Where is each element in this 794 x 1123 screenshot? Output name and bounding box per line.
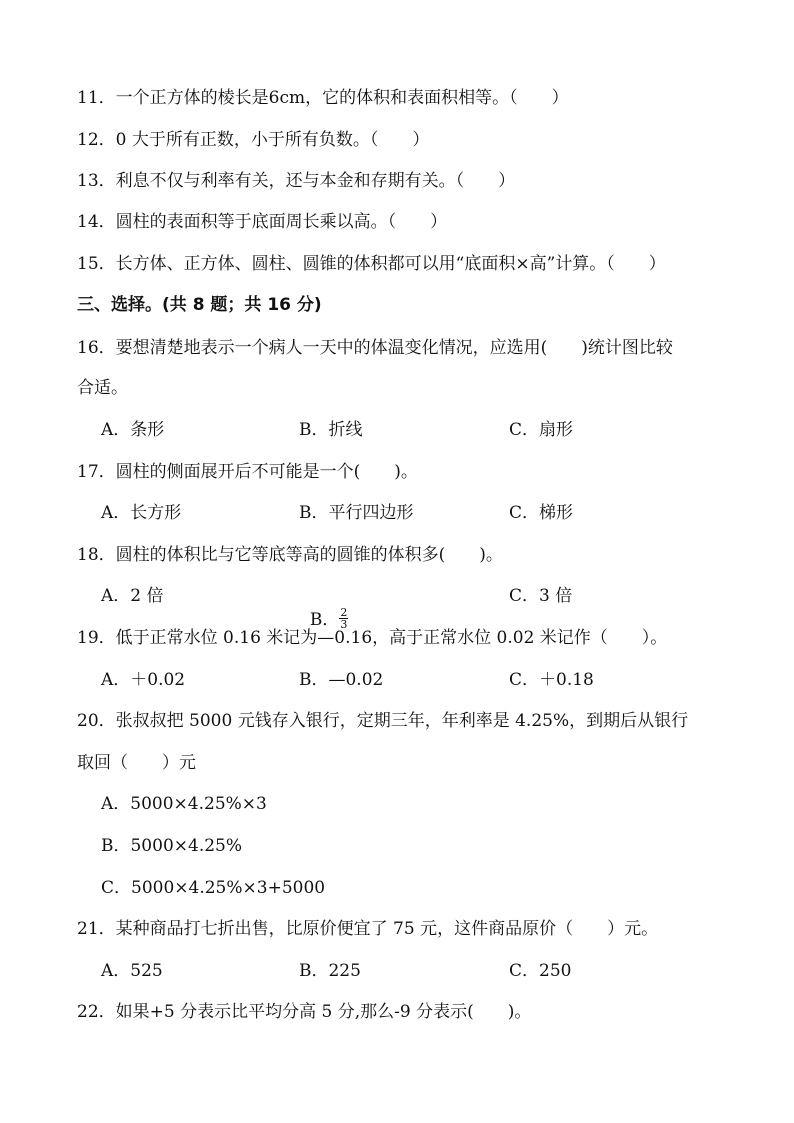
option-a: A．525 — [101, 961, 163, 981]
option-a: A．2 倍 — [101, 586, 164, 606]
section-title: 三、选择。(共 8 题；共 16 分) — [77, 295, 322, 315]
question-21: 21．某种商品打七折出售，比原价便宜了 75 元，这件商品原价（ ）元。 — [77, 919, 659, 939]
question-19: 19．低于正常水位 0.16 米记为—0.16，高于正常水位 0.02 米记作（ ）。 — [77, 628, 668, 648]
fraction-numerator: 2 — [340, 606, 348, 619]
option-c: C．5000×4.25%×3+5000 — [101, 878, 326, 898]
question-14: 14．圆柱的表面积等于底面周长乘以高。（ ） — [77, 212, 448, 232]
question-17: 17．圆柱的侧面展开后不可能是一个( )。 — [77, 462, 418, 482]
option-b: B．折线 — [299, 420, 363, 440]
question-15: 15．长方体、正方体、圆柱、圆锥的体积都可以用“底面积×高”计算。（ ） — [77, 254, 666, 274]
option-b-label: B． — [309, 610, 340, 630]
option-b: B．225 — [299, 961, 361, 981]
option-c: C．梯形 — [509, 503, 574, 523]
question-13: 13．利息不仅与利率有关，还与本金和存期有关。（ ） — [77, 171, 516, 191]
question-12: 12．0 大于所有正数，小于所有负数。（ ） — [77, 130, 430, 150]
question-20: 20．张叔叔把 5000 元钱存入银行，定期三年，年利率是 4.25%，到期后从银行 — [77, 711, 689, 731]
option-a: A．条形 — [101, 420, 165, 440]
question-11: 11．一个正方体的棱长是6cm，它的体积和表面积相等。（ ） — [77, 88, 569, 108]
question-22: 22．如果+5 分表示比平均分高 5 分,那么-9 分表示( )。 — [77, 1002, 532, 1022]
option-b — [299, 584, 348, 632]
option-b: B．平行四边形 — [299, 503, 414, 523]
option-c: C．3 倍 — [509, 586, 573, 606]
fraction-denominator: 3 — [340, 618, 348, 631]
question-20-cont: 取回（ ）元 — [77, 753, 196, 773]
question-16: 16．要想清楚地表示一个病人一天中的体温变化情况，应选用( )统计图比较 — [77, 338, 673, 358]
option-a: A．＋0.02 — [101, 670, 186, 690]
option-a: A．长方形 — [101, 503, 182, 523]
question-16-cont: 合适。 — [77, 378, 128, 398]
question-18: 18．圆柱的体积比与它等底等高的圆锥的体积多( )。 — [77, 545, 503, 565]
option-a: A．5000×4.25%×3 — [101, 794, 267, 814]
option-b: B．5000×4.25% — [101, 836, 243, 856]
option-b: B．—0.02 — [299, 670, 384, 690]
option-c: C．＋0.18 — [509, 670, 594, 690]
option-c: C．250 — [509, 961, 572, 981]
option-c: C．扇形 — [509, 420, 574, 440]
